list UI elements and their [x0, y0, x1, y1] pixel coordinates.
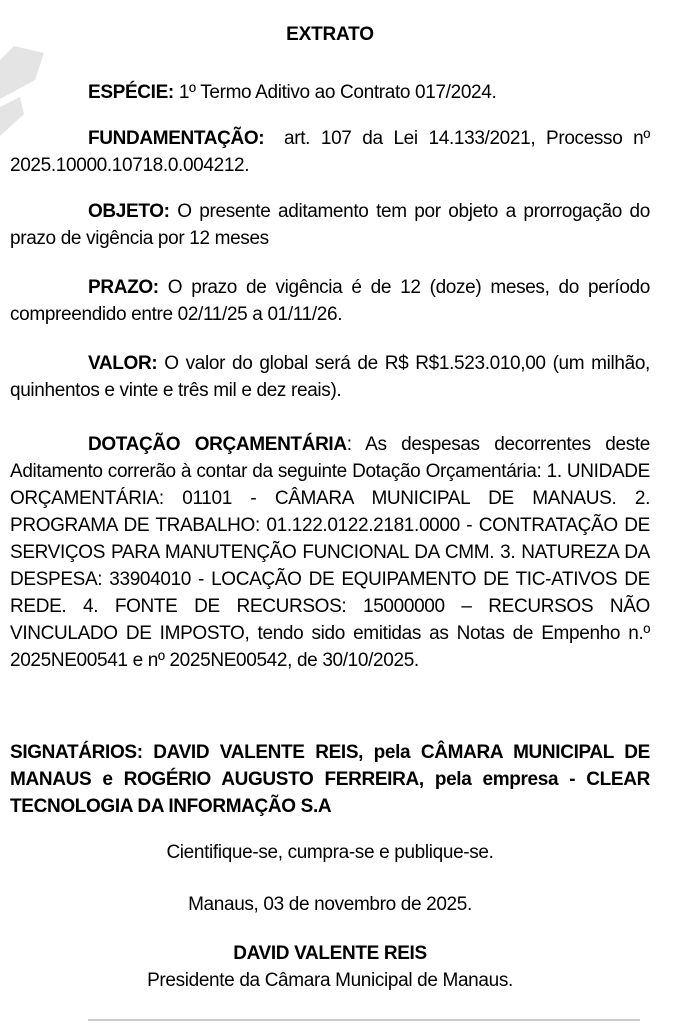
field-text-objeto: O presente aditamento tem por objeto a prorrogação do prazo de vigência por 12 meses: [10, 201, 650, 249]
field-label-prazo: PRAZO:: [88, 277, 159, 298]
paragraph-valor: [10, 350, 650, 404]
paragraph-signatarios: SIGNATÁRIOS: DAVID VALENTE REIS, pela CÂMARA MUNICIPAL DE MANAUS e ROGÉRIO AUGUSTO FERREIRA, pela empresa - CLEAR TECNOLOGIA DA INFORMAÇÃO S.A: [10, 742, 650, 817]
document-body: [10, 0, 650, 994]
paragraph-prazo: [10, 274, 650, 328]
field-text-especie: 1º Termo Aditivo ao Contrato 017/2024.: [178, 82, 497, 103]
document-title: EXTRATO: [286, 24, 374, 45]
closing-order-line: Cientifique-se, cumpra-se e publique-se.: [166, 842, 494, 863]
field-label-dotacao: DOTAÇÃO ORÇAMENTÁRIA: [88, 434, 347, 455]
paragraph-especie: [10, 79, 650, 106]
dateline: Manaus, 03 de novembro de 2025.: [188, 894, 472, 915]
paragraph-dotacao-orcamentaria: [10, 431, 650, 674]
signature-title: Presidente da Câmara Municipal de Manaus.: [147, 970, 513, 991]
field-label-fundamentacao: FUNDAMENTAÇÃO:: [88, 128, 265, 149]
footer-divider: [88, 1019, 640, 1021]
signature-name: DAVID VALENTE REIS: [233, 943, 427, 964]
field-text-valor: O valor do global será de R$ R$1.523.010,00 (um milhão, quinhentos e vinte e três mil e dez reais).: [10, 353, 650, 401]
field-text-prazo: O prazo de vigência é de 12 (doze) meses, do período compreendido entre 02/11/25 a 01/11/26.: [10, 277, 650, 325]
paragraph-fundamentacao: [10, 125, 650, 179]
field-label-valor: VALOR:: [88, 353, 158, 374]
field-label-objeto: OBJETO:: [88, 201, 170, 222]
field-text-dotacao: : As despesas decorrentes deste Aditamento correrão à contar da seguinte Dotação Orçamentária: 1. UNIDADE ORÇAMENTÁRIA: 01101 - CÂMARA MUNICIPAL DE MANAUS. 2. PROGRAMA DE TRABALHO: 01.122.0122.2181.0000 - CONTRATAÇÃO DE SERVIÇOS PARA MANUTENÇÃO FUNCIONAL DA CMM. 3. NATUREZA DA DESPESA: 33904010 - LOCAÇÃO DE EQUIPAMENTO DE TIC-ATIVOS DE REDE. 4. FONTE DE RECURSOS: 15000000 – RECURSOS NÃO VINCULADO DE IMPOSTO, tendo sido emitidas as Notas de Empenho n.º 2025NE00541 e nº 2025NE00542, de 30/10/2025.: [10, 434, 650, 671]
field-label-especie: ESPÉCIE:: [88, 82, 174, 103]
paragraph-objeto: [10, 198, 650, 252]
field-text-fundamentacao: art. 107 da Lei 14.133/2021, Processo nº 2025.10000.10718.0.004212.: [10, 128, 650, 176]
